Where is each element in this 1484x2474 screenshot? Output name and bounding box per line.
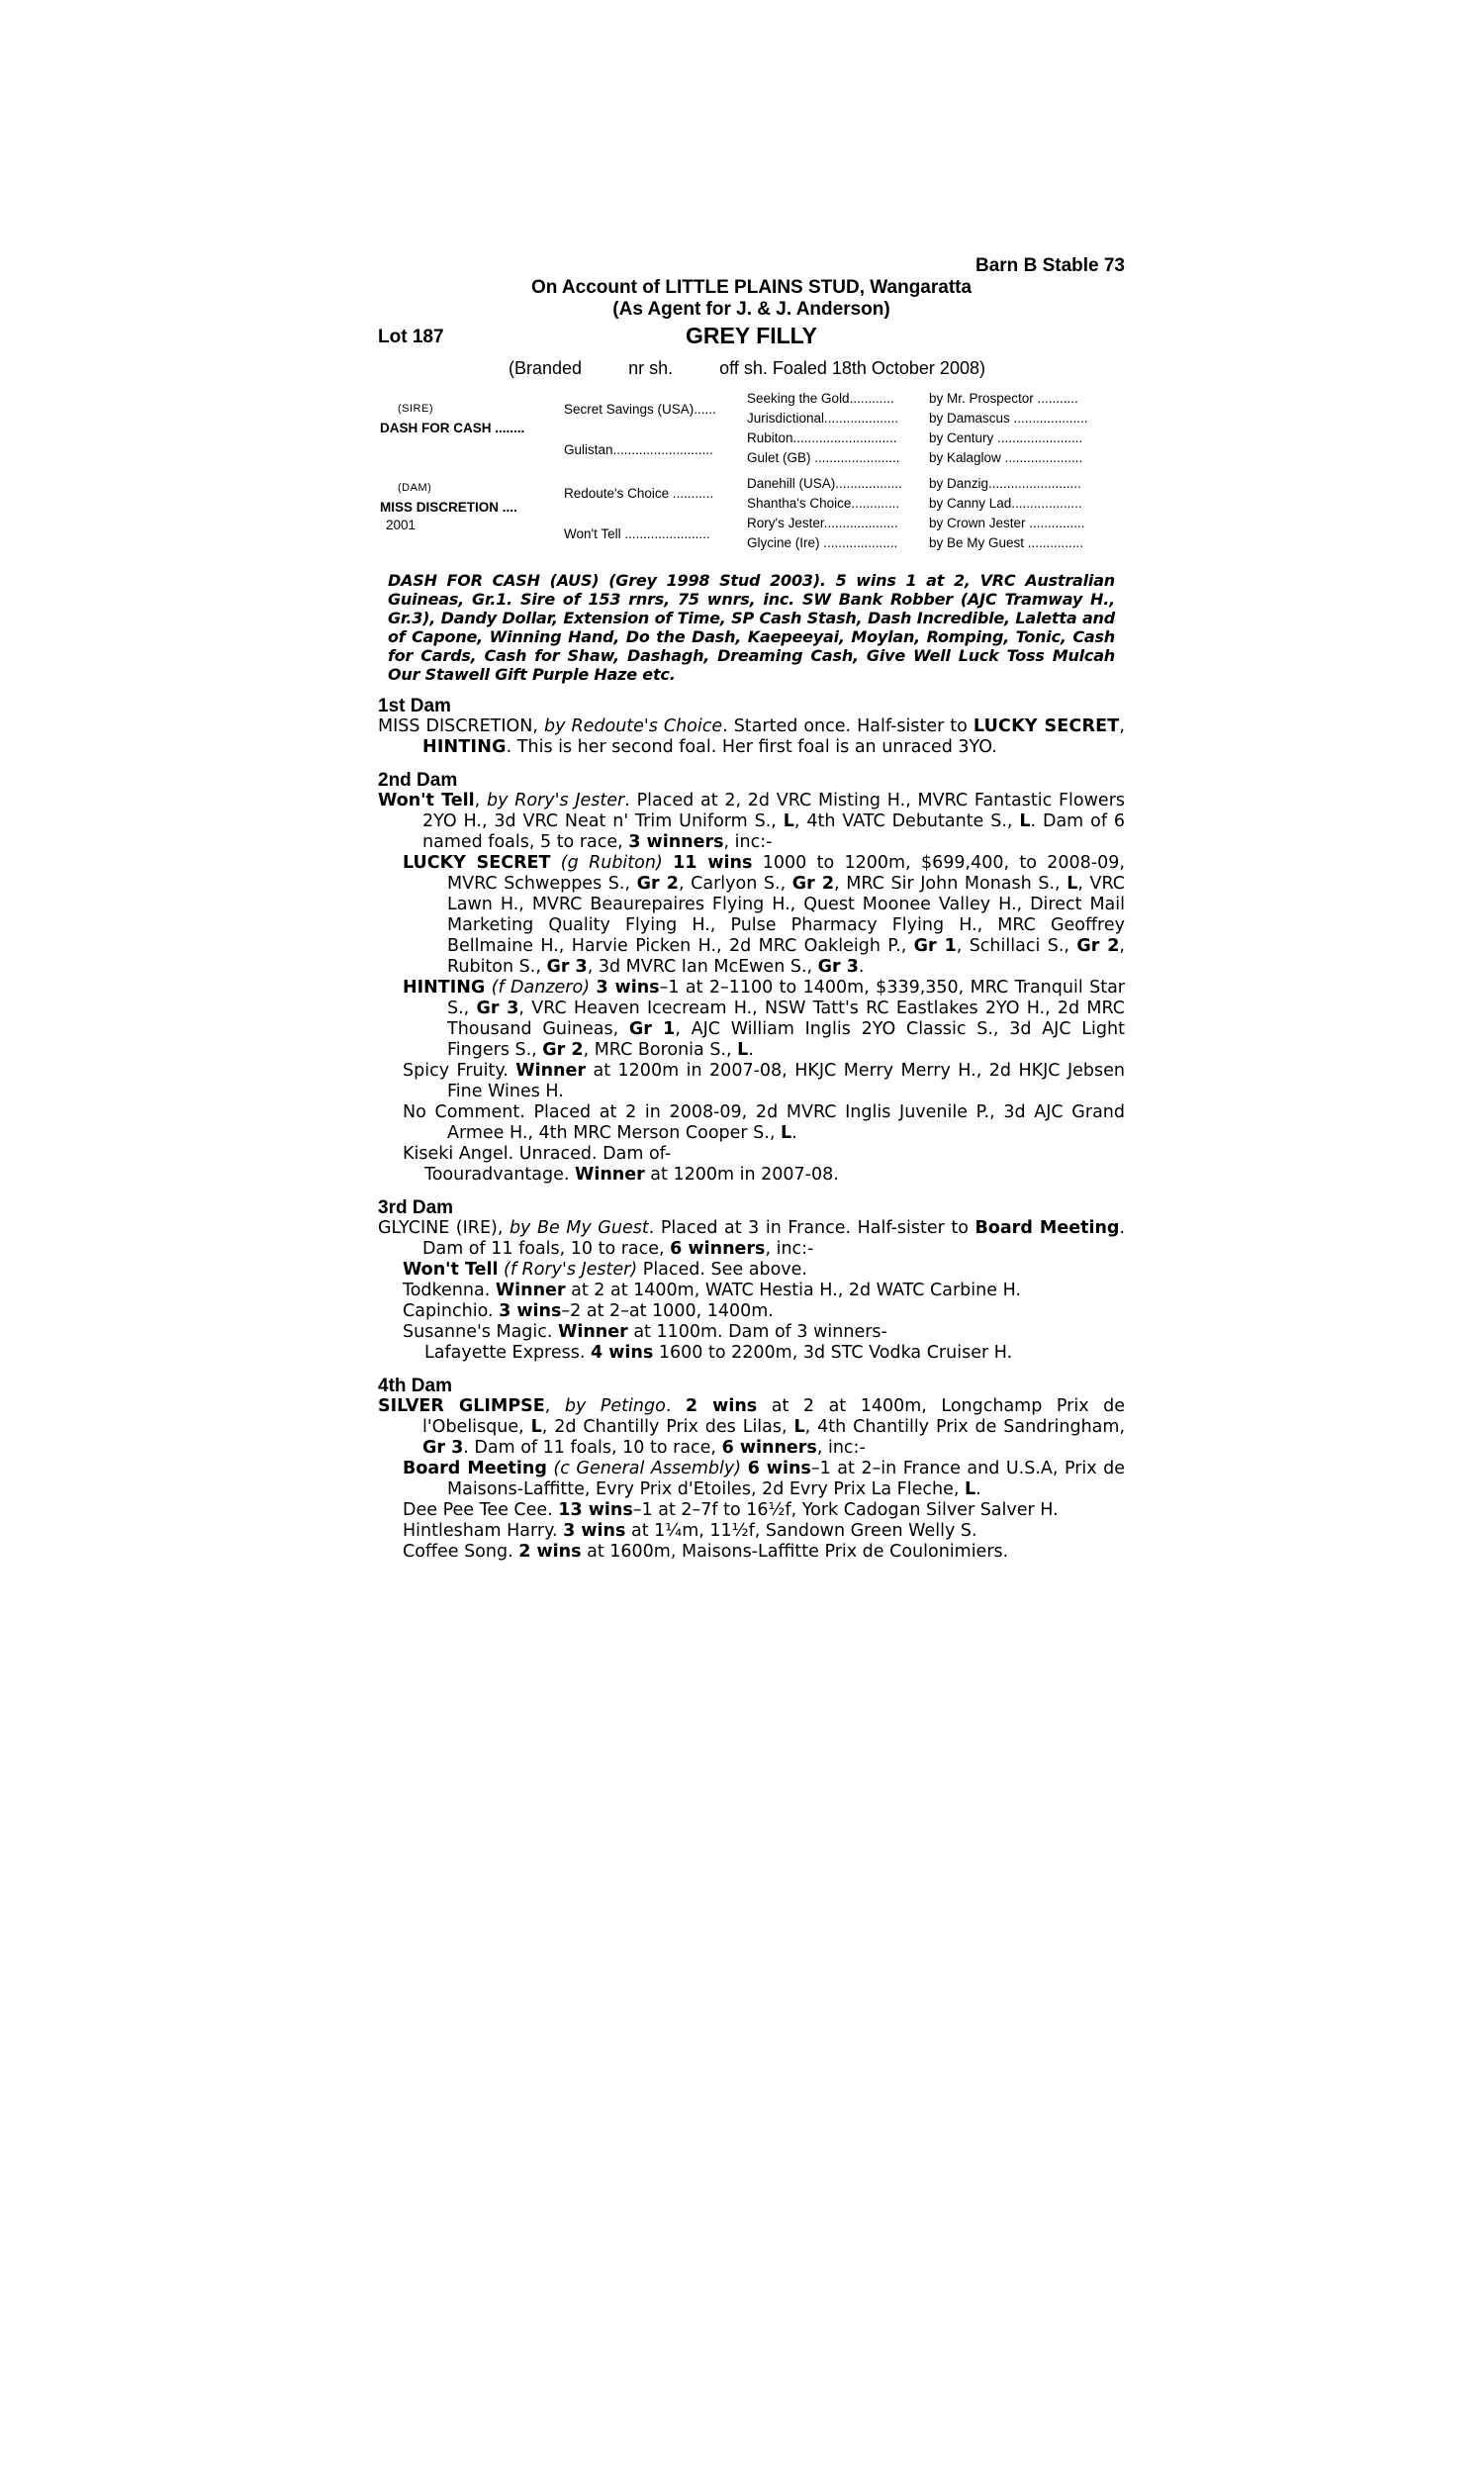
progeny-entry: Susanne's Magic. Winner at 1100m. Dam of 3 winners- bbox=[403, 1322, 887, 1342]
progeny-entry: LUCKY SECRET (g Rubiton) 11 wins 1000 to 1200m, $699,400, to 2008-09, MVRC Schweppes S., Gr 2, Carlyon S., Gr 2, MRC Sir John Monash S., L, VRC Lawn H., MVRC Beaurepaires Flying H., Quest Moonee Valley H., Direct Mail Marketing Quality Flying H., Pulse Pharmacy Flying H., MRC Geoffrey Bellmaine H., Harvie Picken H., 2d MRC Oakleigh P., Gr 1, Schillaci S., Gr 2, Rubiton S., Gr 3, 3d MVRC Ian McEwen S., Gr 3. bbox=[403, 853, 1126, 977]
dam-heading: 1st Dam bbox=[378, 696, 451, 716]
lot-number: Lot 187 bbox=[378, 327, 444, 347]
pedigree-gen4: by Kalaglow ..................... bbox=[929, 450, 1083, 465]
pedigree-gen3: Jurisdictional.................... bbox=[747, 411, 899, 426]
dam-heading: 3rd Dam bbox=[378, 1197, 454, 1218]
pedigree-gen4: by Be My Guest ............... bbox=[929, 535, 1084, 550]
pedigree-gen3: Rubiton............................ bbox=[747, 430, 897, 445]
progeny-entry: Won't Tell (f Rory's Jester) Placed. See above. bbox=[403, 1260, 807, 1280]
pedigree-gen2: Won't Tell ....................... bbox=[564, 526, 710, 541]
progeny-entry: Capinchio. 3 wins–2 at 2–at 1000, 1400m. bbox=[403, 1301, 774, 1321]
dam-paragraph: SILVER GLIMPSE, by Petingo. 2 wins at 2 at 1400m, Longchamp Prix de l'Obelisque, L, 2d Chantilly Prix des Lilas, L, 4th Chantilly Prix de Sandringham, Gr 3. Dam of 11 foals, 10 to race, 6 winners, inc:- bbox=[378, 1396, 1126, 1458]
progeny-entry: Hintlesham Harry. 3 wins at 1¼m, 11½f, Sandown Green Welly S. bbox=[403, 1521, 977, 1541]
lot-description: GREY FILLY bbox=[686, 323, 817, 348]
near-shoulder: nr sh. bbox=[628, 358, 674, 378]
dam-heading: 4th Dam bbox=[378, 1376, 452, 1396]
pedigree-gen3: Rory's Jester.................... bbox=[747, 516, 898, 530]
branded-label: (Branded bbox=[509, 358, 583, 378]
pedigree-gen3: Seeking the Gold............ bbox=[747, 391, 894, 406]
pedigree-gen3: Gulet (GB) ....................... bbox=[747, 450, 900, 465]
sire-summary: DASH FOR CASH (AUS) (Grey 1998 Stud 2003). 5 wins 1 at 2, VRC Australian Guineas, Gr.1. Sire of 153 rnrs, 75 wnrs, inc. SW Bank Robber (AJC Tramway H., Gr.3), Dandy Dollar, Extension of Time, SP Cash Stash, Dash Incredible, Laletta and of Capone, Winning Hand, Do the Dash, Kaepeeyai, Moylan, Romping, Tonic, Cash for Cards, Cash for Shaw, Dashagh, Dreaming Cash, Give Well Luck Toss Mulcah Our Stawell Gift Purple Haze etc. bbox=[388, 571, 1115, 684]
pedigree-gen3: Danehill (USA).................. bbox=[747, 476, 902, 491]
pedigree-gen2: Redoute's Choice ........... bbox=[564, 486, 714, 501]
dam-paragraph: GLYCINE (IRE), by Be My Guest. Placed at 3 in France. Half-sister to Board Meeting. Dam of 11 foals, 10 to race, 6 winners, inc:- bbox=[378, 1218, 1126, 1259]
pedigree-gen2: Gulistan........................... bbox=[564, 442, 713, 457]
dam-paragraph: MISS DISCRETION, by Redoute's Choice. Started once. Half-sister to LUCKY SECRET, HINTING. This is her second foal. Her first foal is an unraced 3YO. bbox=[378, 716, 1125, 757]
dam-tag: (DAM) bbox=[398, 482, 432, 494]
pedigree-gen4: by Damascus .................... bbox=[929, 411, 1088, 426]
progeny-entry: Board Meeting (c General Assembly) 6 wins–1 at 2–in France and U.S.A, Prix de Maisons-Laffitte, Evry Prix d'Etoiles, 2d Evry Prix La Fleche, L. bbox=[403, 1459, 1125, 1499]
dam-year: 2001 bbox=[386, 518, 417, 532]
progeny-entry: Todkenna. Winner at 2 at 1400m, WATC Hestia H., 2d WATC Carbine H. bbox=[403, 1281, 1021, 1300]
pedigree-table bbox=[378, 391, 1125, 559]
sire-name: DASH FOR CASH ........ bbox=[380, 421, 525, 435]
pedigree-gen4: by Crown Jester ............... bbox=[929, 516, 1085, 530]
dam-paragraph: Won't Tell, by Rory's Jester. Placed at 2, 2d VRC Misting H., MVRC Fantastic Flowers 2YO H., 3d VRC Neat n' Trim Uniform S., L, 4th VATC Debutante S., L. Dam of 6 named foals, 5 to race, 3 winners, inc:- bbox=[378, 791, 1126, 852]
off-shoulder: off sh. Foaled 18th October 2008) bbox=[719, 358, 985, 378]
grand-progeny-entry: Toouradvantage. Winner at 1200m in 2007-08. bbox=[424, 1165, 839, 1185]
brand-line bbox=[509, 358, 1125, 379]
progeny-entry: No Comment. Placed at 2 in 2008-09, 2d MVRC Inglis Juvenile P., 3d AJC Grand Armee H., 4th MRC Merson Cooper S., L. bbox=[403, 1102, 1125, 1143]
barn-stable: Barn B Stable 73 bbox=[975, 255, 1125, 276]
pedigree-gen4: by Century ....................... bbox=[929, 430, 1083, 445]
pedigree-gen4: by Canny Lad................... bbox=[929, 496, 1082, 511]
progeny-entry: Dee Pee Tee Cee. 13 wins–1 at 2–7f to 16½f, York Cadogan Silver Salver H. bbox=[403, 1500, 1059, 1520]
dam-heading: 2nd Dam bbox=[378, 770, 458, 791]
pedigree-gen3: Glycine (Ire) .................... bbox=[747, 535, 898, 550]
lot-row bbox=[378, 323, 1125, 350]
catalogue-page bbox=[378, 255, 1125, 1563]
pedigree-gen4: by Mr. Prospector ........... bbox=[929, 391, 1078, 406]
pedigree-gen4: by Danzig......................... bbox=[929, 476, 1081, 491]
progeny-entry: Spicy Fruity. Winner at 1200m in 2007-08, HKJC Merry Merry H., 2d HKJC Jebsen Fine Wines H. bbox=[403, 1061, 1125, 1101]
progeny-entry: Coffee Song. 2 wins at 1600m, Maisons-Laffitte Prix de Coulonimiers. bbox=[403, 1542, 1009, 1562]
grand-progeny-entry: Lafayette Express. 4 wins 1600 to 2200m, 3d STC Vodka Cruiser H. bbox=[424, 1343, 1013, 1363]
pedigree-gen2: Secret Savings (USA)...... bbox=[564, 402, 716, 417]
sire-tag: (SIRE) bbox=[398, 403, 433, 415]
dam-name: MISS DISCRETION .... bbox=[380, 500, 517, 515]
pedigree-gen3: Shantha's Choice............. bbox=[747, 496, 900, 511]
vendor-account: On Account of LITTLE PLAINS STUD, Wangaratta bbox=[530, 277, 973, 298]
agent-line: (As Agent for J. & J. Anderson) bbox=[612, 299, 890, 320]
progeny-entry: HINTING (f Danzero) 3 wins–1 at 2–1100 to 1400m, $339,350, MRC Tranquil Star S., Gr 3, VRC Heaven Icecream H., NSW Tatt's RC Eastlakes 2YO H., 2d MRC Thousand Guineas, Gr 1, AJC William Inglis 2YO Classic S., 3d AJC Light Fingers S., Gr 2, MRC Boronia S., L. bbox=[403, 978, 1125, 1060]
progeny-entry: Kiseki Angel. Unraced. Dam of- bbox=[403, 1144, 672, 1164]
